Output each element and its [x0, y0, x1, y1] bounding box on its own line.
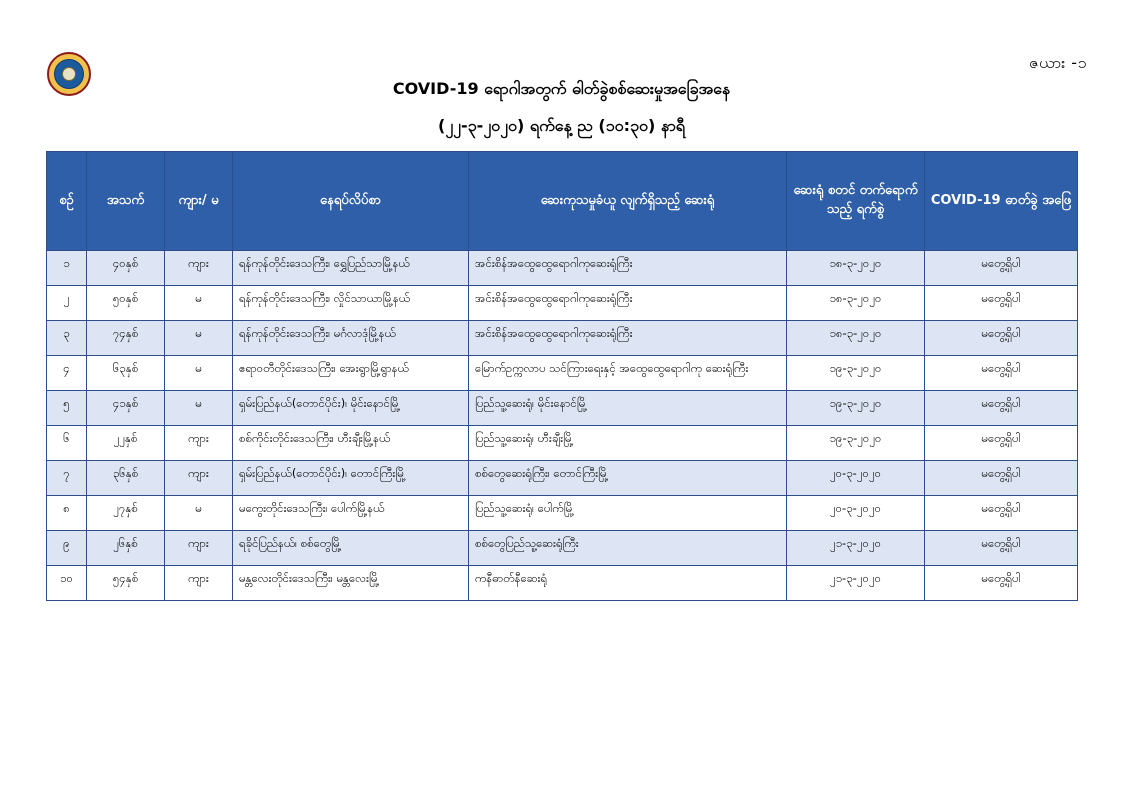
- cell-admit-date: ၁၈-၃-၂၀၂၀: [787, 321, 925, 356]
- cell-result: မတွေ့ရှိပါ: [925, 426, 1078, 461]
- page-title: COVID-19 ရောဂါအတွက် ဓါတ်ခွဲစစ်ဆေးမှုအခြေအနေ: [392, 79, 731, 98]
- cell-address: ဧရာဝတီတိုင်းဒေသကြီး၊ အေးရွာမြို့ရွာနယ်: [233, 356, 469, 391]
- cell-no: ၁: [47, 251, 87, 286]
- table-header-row: [47, 152, 1078, 251]
- cell-age: ၂၇နှစ်: [87, 496, 165, 531]
- column-header-age: အသက်: [87, 152, 165, 251]
- cell-admit-date: ၁၉-၃-၂၀၂၀: [787, 356, 925, 391]
- cell-admit-date: ၂၁-၃-၂၀၂၀: [787, 566, 925, 601]
- cell-age: ၂၆နှစ်: [87, 531, 165, 566]
- page-subtitle: (၂၂-၃-၂၀၂၀) ရက်နေ့ ည (၁၀:၃၀) နာရီ: [438, 116, 685, 135]
- cell-admit-date: ၁၉-၃-၂၀၂၀: [787, 426, 925, 461]
- cell-admit-date: ၂၁-၃-၂၀၂၀: [787, 531, 925, 566]
- cell-address: စစ်ကိုင်းတိုင်းဒေသကြီး၊ ဟီးချီးမြို့နယ်: [233, 426, 469, 461]
- cell-age: ၄၁နှစ်: [87, 391, 165, 426]
- cell-age: ၃၆နှစ်: [87, 461, 165, 496]
- cell-no: ၃: [47, 321, 87, 356]
- cell-sex: မ: [165, 356, 233, 391]
- cell-hospital: အင်းစိန်အထွေထွေရောဂါကုဆေးရုံကြီး: [469, 286, 787, 321]
- cell-age: ၅၄နှစ်: [87, 566, 165, 601]
- cell-sex: ကျား: [165, 531, 233, 566]
- cell-sex: ကျား: [165, 566, 233, 601]
- cell-sex: ကျား: [165, 426, 233, 461]
- cell-address: ရန်ကုန်တိုင်းဒေသကြီး၊ လှိုင်သာယာမြို့နယ်: [233, 286, 469, 321]
- table-row: [47, 496, 1078, 531]
- cell-hospital: အင်းစိန်အထွေထွေရောဂါကုဆေးရုံကြီး: [469, 321, 787, 356]
- cell-sex: မ: [165, 321, 233, 356]
- column-header-hospital: ဆေးကုသမှုခံယူ လျက်ရှိသည့် ဆေးရုံ: [469, 152, 787, 251]
- cell-result: မတွေ့ရှိပါ: [925, 251, 1078, 286]
- cell-address: ရန်ကုန်တိုင်းဒေသကြီး၊ ရွှေပြည်သာမြို့နယ်: [233, 251, 469, 286]
- cell-age: ၄၀နှစ်: [87, 251, 165, 286]
- cell-age: ၂၂နှစ်: [87, 426, 165, 461]
- cell-address: ရှမ်းပြည်နယ်(တောင်ပိုင်း)၊ တောင်ကြီးမြို့: [233, 461, 469, 496]
- cell-admit-date: ၂၀-၃-၂၀၂၀: [787, 496, 925, 531]
- cell-address: မကွေးတိုင်းဒေသကြီး၊ ပေါက်မြို့နယ်: [233, 496, 469, 531]
- column-header-sex: ကျား/ မ: [165, 152, 233, 251]
- cell-no: ၅: [47, 391, 87, 426]
- cell-admit-date: ၁၈-၃-၂၀၂၀: [787, 286, 925, 321]
- cell-hospital: အင်းစိန်အထွေထွေရောဂါကုဆေးရုံကြီး: [469, 251, 787, 286]
- cell-address: ရန်ကုန်တိုင်းဒေသကြီး၊ မင်္ဂလာဒုံမြို့နယ်: [233, 321, 469, 356]
- cell-hospital: ပြည်သူ့ဆေးရုံ၊ ဟီးချီးမြို့: [469, 426, 787, 461]
- cell-no: ၈: [47, 496, 87, 531]
- table-body: [47, 251, 1078, 601]
- cell-admit-date: ၂၀-၃-၂၀၂၀: [787, 461, 925, 496]
- cell-age: ၆၃နှစ်: [87, 356, 165, 391]
- cell-hospital: စစ်တွေပြည်သူ့ဆေးရုံကြီး: [469, 531, 787, 566]
- cell-result: မတွေ့ရှိပါ: [925, 461, 1078, 496]
- table-row: [47, 251, 1078, 286]
- cell-no: ၉: [47, 531, 87, 566]
- cell-hospital: ပြည်သူ့ဆေးရုံ၊ ပေါက်မြို့: [469, 496, 787, 531]
- cell-no: ၁၀: [47, 566, 87, 601]
- table-header: [47, 152, 1078, 251]
- cell-address: မန္တလေးတိုင်းဒေသကြီး၊ မန္တလေးမြို့: [233, 566, 469, 601]
- cell-sex: ကျား: [165, 251, 233, 286]
- table-row: [47, 356, 1078, 391]
- table-row: [47, 566, 1078, 601]
- cell-sex: ကျား: [165, 461, 233, 496]
- table-row: [47, 391, 1078, 426]
- table-row: [47, 286, 1078, 321]
- column-header-address: နေရပ်လိပ်စာ: [233, 152, 469, 251]
- cell-hospital: စစ်တွေဆေးရုံကြီး၊ တောင်ကြီးမြို့: [469, 461, 787, 496]
- cell-sex: မ: [165, 496, 233, 531]
- cell-no: ၇: [47, 461, 87, 496]
- cell-sex: မ: [165, 286, 233, 321]
- table-row: [47, 531, 1078, 566]
- column-header-no: စဉ်: [47, 152, 87, 251]
- cell-age: ၅၀နှစ်: [87, 286, 165, 321]
- cell-address: ရခိုင်ပြည်နယ်၊ စစ်တွေမြို့: [233, 531, 469, 566]
- cell-no: ၆: [47, 426, 87, 461]
- cell-result: မတွေ့ရှိပါ: [925, 496, 1078, 531]
- cell-result: မတွေ့ရှိပါ: [925, 286, 1078, 321]
- cell-sex: မ: [165, 391, 233, 426]
- cell-address: ရှမ်းပြည်နယ်(တောင်ပိုင်း)၊ မိုင်းနောင်မြို့: [233, 391, 469, 426]
- table-row: [47, 321, 1078, 356]
- cell-hospital: ပြည်သူ့ဆေးရုံ၊ မိုင်းနောင်မြို့: [469, 391, 787, 426]
- cell-result: မတွေ့ရှိပါ: [925, 531, 1078, 566]
- cell-result: မတွေ့ရှိပါ: [925, 566, 1078, 601]
- cell-admit-date: ၁၉-၃-၂၀၂၀: [787, 391, 925, 426]
- column-header-admit-date: ဆေးရုံ စတင် တက်ရောက်သည့် ရက်စွဲ: [787, 152, 925, 251]
- column-header-result: COVID-19 ဓာတ်ခွဲ အဖြေ: [925, 152, 1078, 251]
- cell-age: ၇၄နှစ်: [87, 321, 165, 356]
- table-row: [47, 426, 1078, 461]
- cell-hospital: မြောက်ဥက္ကလာပ သင်ကြားရေးနှင့် အထွေထွေရောဂါကု ဆေးရုံကြီး: [469, 356, 787, 391]
- table-row: [47, 461, 1078, 496]
- cell-result: မတွေ့ရှိပါ: [925, 391, 1078, 426]
- cell-admit-date: ၁၈-၃-၂၀၂၀: [787, 251, 925, 286]
- table-number-label: ဇယား -၁: [1028, 53, 1087, 72]
- cell-hospital: ကနီဓာတ်နီဆေးရုံ: [469, 566, 787, 601]
- cell-result: မတွေ့ရှိပါ: [925, 321, 1078, 356]
- covid-test-status-table: [46, 151, 1078, 601]
- cell-result: မတွေ့ရှိပါ: [925, 356, 1078, 391]
- cell-no: ၄: [47, 356, 87, 391]
- cell-no: ၂: [47, 286, 87, 321]
